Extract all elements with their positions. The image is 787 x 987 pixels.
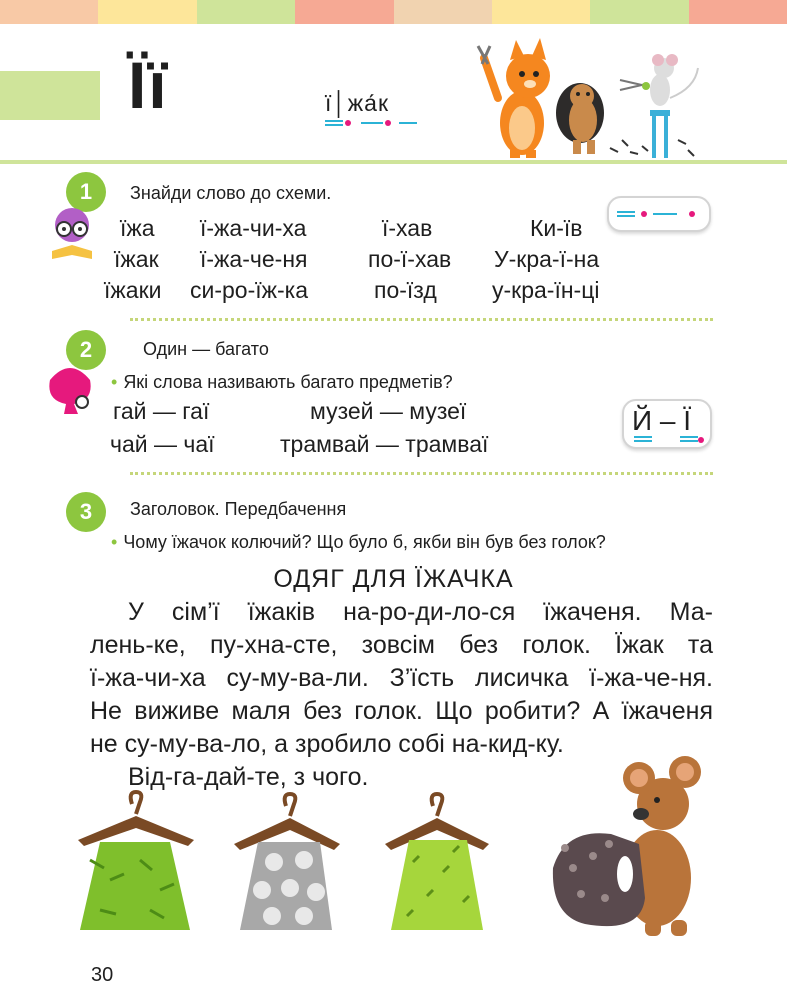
bullet-icon: •	[111, 372, 118, 392]
story-line: Не виживе маля без голок. Що робити? А їжаченя	[90, 697, 713, 725]
story-line: Від-га-дай-те, з чого.	[128, 763, 369, 791]
task-1-word-grid	[100, 213, 640, 306]
task-3-title: Заголовок. Передбачення	[130, 499, 347, 519]
word-cell: їжак	[114, 246, 159, 272]
plural-pair: музей — музеї	[310, 398, 467, 424]
header-scheme-marks	[325, 116, 425, 130]
section-divider	[130, 318, 713, 321]
plural-pair: чай — чаї	[110, 431, 215, 457]
word-cell: ї-жа-чи-ха	[200, 215, 307, 241]
task-1-badge: 1	[66, 172, 106, 212]
word-cell: по-їзд	[374, 277, 437, 303]
scheme-word-label: ї│жа́к	[325, 90, 390, 116]
word-cell: Ки-їв	[530, 215, 583, 241]
word-cell: ї-жа-че-ня	[200, 246, 308, 272]
task-3-badge: 3	[66, 492, 106, 532]
story-line: лень-ке, пу-хна-сте, зовсім без голок. Їжак та	[90, 631, 713, 659]
task-3-question	[111, 532, 606, 553]
task-2-badge: 2	[66, 330, 106, 370]
word-cell: ї-хав	[382, 215, 433, 241]
task-2-question	[111, 372, 453, 393]
section-divider	[130, 472, 713, 475]
word-cell: У-кра-ї-на	[494, 246, 600, 272]
word-cell: си-ро-їж-ка	[190, 277, 309, 303]
word-cell: по-ї-хав	[368, 246, 452, 272]
top-color-stripe	[0, 0, 787, 24]
pink-creature-icon	[44, 360, 96, 416]
header-scheme-word	[325, 90, 389, 117]
page-number: 30	[91, 964, 114, 986]
story-title: ОДЯГ ДЛЯ ЇЖАЧКА	[273, 565, 514, 593]
task-1-scheme-card	[607, 196, 711, 232]
buttons-dress-image	[232, 792, 342, 942]
story-line: ї-жа-чи-ха су-му-ва-ли. З’їсть лисичка ї-жа-че-ня.	[90, 664, 713, 692]
pine-needle-dress-image	[70, 790, 200, 940]
story-line: У сім’ї їжаків на-ро-ди-ло-ся їжаченя. Ма-	[128, 598, 713, 626]
word-cell: їжа	[120, 215, 155, 241]
mouse-with-cape-image	[545, 748, 715, 943]
word-cell: у-кра-їн-ці	[492, 277, 600, 303]
purple-bookworm-icon	[48, 205, 96, 263]
grass-dress-image	[383, 792, 493, 942]
plural-pair: гай — гаї	[113, 398, 210, 424]
animals-illustration	[470, 28, 710, 163]
task-3-question-text: Чому їжачок колючий? Що було б, якби він був без голок?	[123, 532, 606, 552]
task-2-question-text: Які слова називають багато предметів?	[123, 372, 453, 392]
task-1-title: Знайди слово до схеми.	[130, 183, 332, 203]
task-2-letter-scheme-card	[622, 399, 712, 449]
bullet-icon: •	[111, 532, 118, 552]
section-tab	[0, 71, 100, 120]
letter-heading: Її	[128, 48, 169, 122]
task-2-title: Один — багато	[143, 339, 269, 359]
letter-pair-label: Й – Ї	[632, 405, 692, 436]
story-line: не су-му-ва-ло, а зробило собі на-кид-ку.	[90, 730, 564, 758]
word-cell: їжаки	[104, 277, 162, 303]
plural-pair: трамвай — трамваї	[280, 431, 489, 457]
